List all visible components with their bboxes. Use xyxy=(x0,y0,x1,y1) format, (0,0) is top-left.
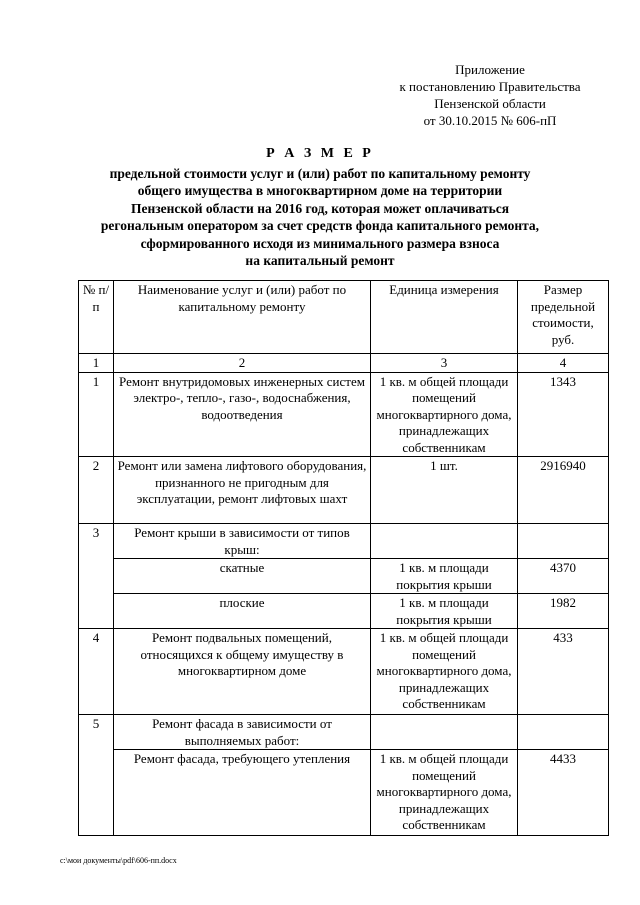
subrow-name: плоские xyxy=(114,594,371,629)
col-number-3: 3 xyxy=(371,354,518,373)
header-number: № п/п xyxy=(79,281,114,354)
header-unit: Единица измерения xyxy=(371,281,518,354)
row-unit: 1 кв. м общей площади помещений многоквартирного дома, принадлежащих собственникам xyxy=(371,372,518,457)
appendix-line-1: Приложение xyxy=(455,62,525,77)
title-line-4: регональным оператором за счет средств фонда капитального ремонта, xyxy=(100,218,540,233)
col-number-4: 4 xyxy=(518,354,609,373)
row-name: Ремонт крыши в зависимости от типов крыш: xyxy=(114,524,371,559)
file-path-footer: c:\мои документы\pdf\606-пп.docx xyxy=(60,856,177,865)
header-price: Размер предельной стоимости, руб. xyxy=(518,281,609,354)
row-number: 5 xyxy=(79,715,114,836)
col-number-2: 2 xyxy=(114,354,371,373)
cost-table xyxy=(78,280,609,836)
table-row xyxy=(79,715,609,750)
column-number-row xyxy=(79,354,609,373)
row-unit-empty xyxy=(371,524,518,559)
subrow-price: 4433 xyxy=(518,750,609,836)
row-price: 1343 xyxy=(518,372,609,457)
subrow-name: Ремонт фасада, требующего утепления xyxy=(114,750,371,836)
table-subrow xyxy=(79,594,609,629)
title-line-1: предельной стоимости услуг и (или) работ по капитальному ремонту xyxy=(109,165,531,181)
subrow-price: 1982 xyxy=(518,594,609,629)
row-number: 1 xyxy=(79,372,114,457)
row-number: 2 xyxy=(79,457,114,524)
row-price: 2916940 xyxy=(518,457,609,524)
row-price-empty xyxy=(518,524,609,559)
subrow-name: скатные xyxy=(114,559,371,594)
title-line-3: Пензенской области на 2016 год, которая может оплачиваться xyxy=(130,200,510,216)
row-unit: 1 шт. xyxy=(371,457,518,524)
title-line-2: общего имущества в многоквартирном доме на территории xyxy=(137,183,503,198)
document-title xyxy=(80,145,560,270)
subrow-price: 4370 xyxy=(518,559,609,594)
header-name: Наименование услуг и (или) работ по капитальному ремонту xyxy=(114,281,371,354)
subrow-unit: 1 кв. м общей площади помещений многоквартирного дома, принадлежащих собственникам xyxy=(371,750,518,836)
table-row xyxy=(79,372,609,457)
row-name: Ремонт или замена лифтового оборудования, признанного не пригодным для эксплуатации, ремонт лифтовых шахт xyxy=(114,457,371,524)
table-row xyxy=(79,524,609,559)
col-number-1: 1 xyxy=(79,354,114,373)
row-number: 4 xyxy=(79,629,114,715)
appendix-line-3: Пензенской области xyxy=(434,96,546,111)
table-header-row xyxy=(79,281,609,354)
row-name: Ремонт фасада в зависимости от выполняемых работ: xyxy=(114,715,371,750)
row-price: 433 xyxy=(518,629,609,715)
row-unit-empty xyxy=(371,715,518,750)
row-unit: 1 кв. м общей площади помещений многоквартирного дома, принадлежащих собственникам xyxy=(371,629,518,715)
table-row xyxy=(79,457,609,524)
table-subrow xyxy=(79,750,609,836)
table-subrow xyxy=(79,559,609,594)
subrow-unit: 1 кв. м площади покрытия крыши xyxy=(371,559,518,594)
appendix-line-4: от 30.10.2015 № 606-пП xyxy=(423,113,557,128)
appendix-block xyxy=(380,61,600,129)
row-name: Ремонт подвальных помещений, относящихся к общему имуществу в многоквартирном доме xyxy=(114,629,371,715)
row-price-empty xyxy=(518,715,609,750)
subrow-unit: 1 кв. м площади покрытия крыши xyxy=(371,594,518,629)
row-number: 3 xyxy=(79,524,114,629)
title-heading: Р А З М Е Р xyxy=(266,146,374,161)
appendix-line-2: к постановлению Правительства xyxy=(399,79,581,94)
table-row xyxy=(79,629,609,715)
row-name: Ремонт внутридомовых инженерных систем электро-, тепло-, газо-, водоснабжения, водоотведения xyxy=(114,372,371,457)
title-line-5: сформированного исходя из минимального размера взноса xyxy=(140,235,500,251)
title-line-6: на капитальный ремонт xyxy=(245,253,395,268)
